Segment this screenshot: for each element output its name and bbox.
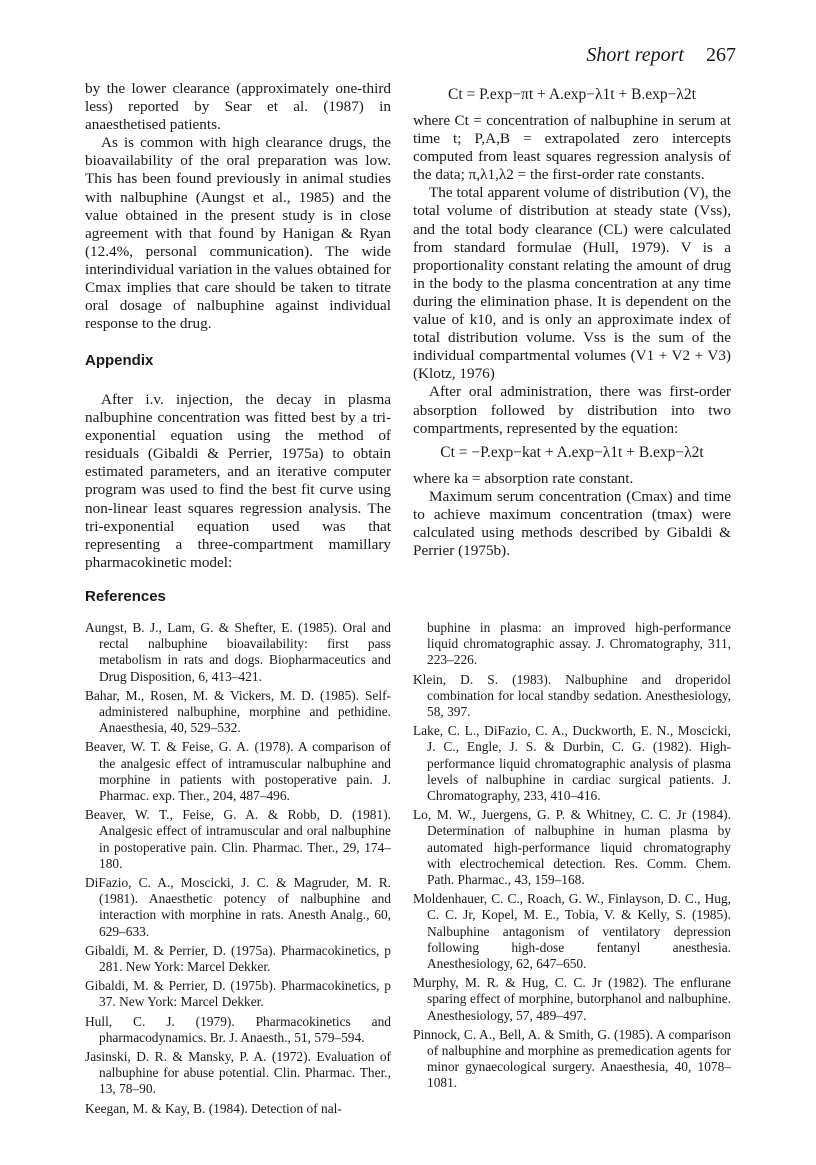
equation-oral-definition: where ka = absorption rate constant. [413,469,634,487]
reference-item: Gibaldi, M. & Perrier, D. (1975b). Pharmacokinetics, p 37. New York: Marcel Dekker. [85,978,391,1010]
reference-item: Keegan, M. & Kay, B. (1984). Detection of nal- [85,1100,342,1116]
discussion-paragraph-1: by the lower clearance (approximately one-third less) reported by Sear et al. (1987) in anaesthetised patients. [85,80,391,134]
reference-item: Hull, C. J. (1979). Pharmacokinetics and pharmacodynamics. Br. J. Anaesth., 51, 579–594. [85,1013,391,1045]
reference-item: DiFazio, C. A., Moscicki, J. C. & Magruder, M. R. (1981). Anaesthetic potency of nalbuphine and interaction with morphine in rats. Anesth Analg., 60, 629–633. [85,875,391,939]
equation-iv: Ct = P.exp−πt + A.exp−λ1t + B.exp−λ2t [448,86,696,103]
reference-item: Moldenhauer, C. C., Roach, G. W., Finlayson, D. C., Hug, C. C. Jr, Kopel, M. E., Tobia, V. & Kelly, S. (1985). Nalbuphine antagonism of ventilatory depression following high-dose fentanyl anesthesia. Anesthesiology, 62, 647–650. [413,891,731,972]
left-column [85,80,391,333]
right-column [413,80,731,560]
page-number: 267 [706,44,736,66]
reference-item: Bahar, M., Rosen, M. & Vickers, M. D. (1985). Self-administered nalbuphine, morphine and pethidine. Anaesthesia, 40, 529–532. [85,687,391,736]
equation-oral: Ct = −P.exp−kat + A.exp−λ1t + B.exp−λ2t [440,443,704,461]
reference-item: Pinnock, C. A., Bell, A. & Smith, G. (1985). A comparison of nalbuphine and morphine as premedication agents for minor gynaecological surgery. Anaesthesia, 40, 1078–1081. [413,1026,731,1091]
equation-iv-definitions: where Ct = concentration of nalbuphine in serum at time t; P,A,B = extrapolated zero intercepts computed from least squares regression analysis of the data; π,λ1,λ2 = the first-order rate constants. [413,112,731,184]
reference-item: Aungst, B. J., Lam, G. & Shefter, E. (1985). Oral and rectal nalbuphine bioavailability: first pass metabolism in rats and dogs. Biopharmaceutics and Drug Disposition, 6, 413–421. [85,620,391,684]
discussion-paragraph-2: As is common with high clearance drugs, the bioavailability of the oral preparation was low. This has been found previously in animal studies with nalbuphine (Aungst et al., 1985) and the value obtained in the present study is in close agreement with that found by Hanigan & Ryan (12.4%, personal communication). The wide interindividual variation in the values obtained for Cmax implies that care should be taken to titrate oral dosage of nalbuphine against individual response to the drug. [85,134,391,333]
appendix-body [85,391,391,572]
reference-item: Klein, D. S. (1983). Nalbuphine and droperidol combination for local standby sedation. Anesthesiology, 58, 397. [413,671,731,720]
volume-paragraph: The total apparent volume of distribution (V), the total volume of distribution at steady state (Vss), and the total body clearance (CL) were calculated from standard formulae (Hull, 1979). V is a proportionality constant relating the amount of drug in the body to the plasma concentration at any time during the elimination phase. It is dependent on the value of k10, and is only an approximate index of total distribution volume. Vss is the sum of the individual compartmental volumes (V1 + V2 + V3) (Klotz, 1976) [413,184,731,383]
reference-item: Gibaldi, M. & Perrier, D. (1975a). Pharmacokinetics, p 281. New York: Marcel Dekker. [85,942,391,975]
cmax-paragraph: Maximum serum concentration (Cmax) and time to achieve maximum concentration (tmax) were calculated using methods described by Gibaldi & Perrier (1975b). [413,487,731,560]
references-right-column [413,620,731,1095]
reference-continuation: buphine in plasma: an improved high-performance liquid chromatographic assay. J. Chromatography, 311, 223–226. [427,620,731,668]
references-left-column [85,620,391,1120]
running-header [586,44,736,67]
reference-item: Beaver, W. T., Feise, G. A. & Robb, D. (1981). Analgesic effect of intramuscular and oral nalbuphine in postoperative pain. Clin. Pharmac. Ther., 29, 174–180. [85,807,391,871]
reference-item: Beaver, W. T. & Feise, G. A. (1978). A comparison of the analgesic effect of intramuscular nalbuphine and morphine in patients with postoperative pain. J. Pharmac. exp. Ther., 204, 487–496. [85,739,391,804]
references-heading: References [85,588,166,605]
appendix-paragraph: After i.v. injection, the decay in plasma nalbuphine concentration was fitted best by a tri-exponential equation using the method of residuals (Gibaldi & Perrier, 1975a) to obtain estimated parameters, and an iterative computer program was used to find the best fit curve using non-linear least squares regression analysis. The tri-exponential equation used was that representing a three-compartment mamillary pharmacokinetic model: [85,391,391,571]
reference-item: Lo, M. W., Juergens, G. P. & Whitney, C. C. Jr (1984). Determination of nalbuphine in human plasma by automated high-performance liquid chromatography with electrochemical detection. Res. Comm. Chem. Path. Pharmac., 43, 159–168. [413,807,731,888]
reference-item: Lake, C. L., DiFazio, C. A., Duckworth, E. N., Moscicki, J. C., Engle, J. S. & Durbin, C. G. (1982). High-performance liquid chromatographic analysis of plasma levels of nalbuphine in cardiac surgical patients. J. Chromatography, 233, 410–416. [413,723,731,804]
journal-title: Short report [586,44,684,66]
reference-item: Murphy, M. R. & Hug, C. C. Jr (1982). The enflurane sparing effect of morphine, butorphanol and nalbuphine. Anesthesiology, 57, 489–497. [413,975,731,1023]
appendix-heading: Appendix [85,352,154,369]
reference-item: Jasinski, D. R. & Mansky, P. A. (1972). Evaluation of nalbuphine for abuse potential. Clin. Pharmac. Ther., 13, 78–90. [85,1049,391,1097]
oral-paragraph: After oral administration, there was first-order absorption followed by distribution into two compartments, represented by the equation: [413,383,731,437]
